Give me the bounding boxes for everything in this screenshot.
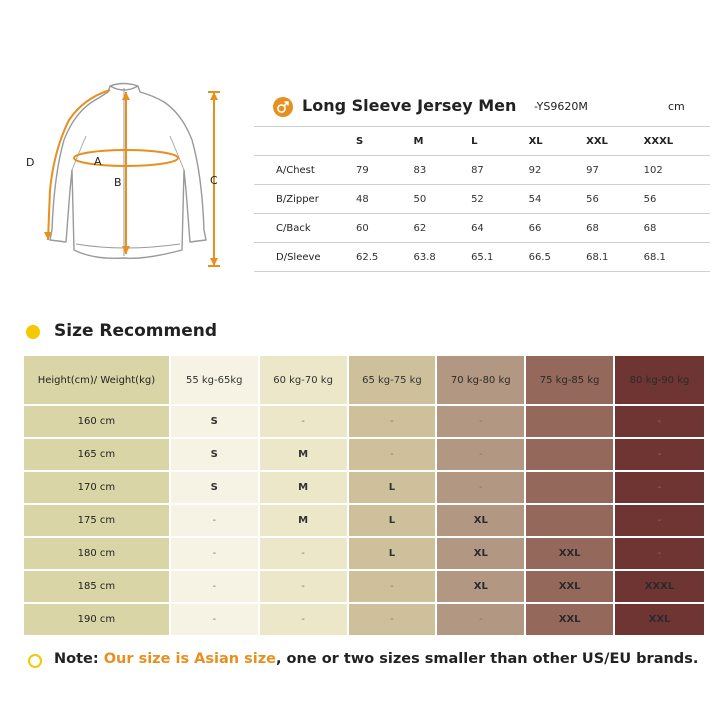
measurement-row [254, 156, 710, 185]
recommend-size-cell: - [615, 439, 704, 470]
size-column-header: XXXL [643, 135, 674, 147]
recommend-size-cell: - [526, 406, 613, 437]
recommend-size-cell: - [526, 505, 613, 536]
measurement-cell: 56 [586, 193, 599, 205]
recommend-size-cell: - [260, 406, 347, 437]
recommend-size-cell: - [526, 472, 613, 503]
recommend-size-cell: S [171, 472, 258, 503]
size-recommend-title: Size Recommend [54, 321, 218, 341]
recommend-size-cell: - [260, 538, 347, 569]
recommend-row [24, 604, 704, 635]
weight-column-header: 60 kg-70 kg [260, 356, 347, 404]
bullet-ring-icon [28, 654, 42, 668]
recommend-row [24, 571, 704, 602]
measurement-cell: 63.8 [413, 251, 436, 263]
measurement-row-label: C/Back [276, 222, 311, 234]
weight-column-header: 55 kg-65kg [171, 356, 258, 404]
recommend-corner-header: Height(cm)/ Weight(kg) [24, 356, 169, 404]
recommend-size-cell: - [437, 604, 524, 635]
recommend-size-cell: S [171, 439, 258, 470]
recommend-row [24, 505, 704, 536]
measurement-row [254, 214, 710, 243]
measurement-cell: 79 [356, 164, 369, 176]
recommend-size-cell: M [260, 472, 347, 503]
measurement-cell: 87 [471, 164, 484, 176]
recommend-size-cell: - [260, 604, 347, 635]
recommend-size-cell: XL [437, 571, 524, 602]
recommend-size-cell: M [260, 439, 347, 470]
note-suffix: , one or two sizes smaller than other US/EU brands. [276, 651, 699, 667]
recommend-size-cell: XXL [615, 604, 704, 635]
measurement-cell: 92 [528, 164, 542, 176]
measurement-cell: 66 [528, 222, 542, 234]
recommend-row [24, 439, 704, 470]
recommend-size-cell: XXL [526, 604, 613, 635]
recommend-size-cell: - [615, 505, 704, 536]
measurement-cell: 97 [586, 164, 599, 176]
weight-column-header: 80 kg-90 kg [615, 356, 704, 404]
measurement-cell: 68 [586, 222, 599, 234]
recommend-size-cell: L [349, 538, 436, 569]
measurement-cell: 54 [528, 193, 542, 205]
note-text [54, 651, 698, 667]
weight-column-header: 75 kg-85 kg [526, 356, 613, 404]
jersey-measurement-diagram [14, 80, 246, 280]
height-row-label: 190 cm [24, 604, 169, 635]
weight-column-header: 70 kg-80 kg [437, 356, 524, 404]
size-note [26, 650, 716, 672]
recommend-size-cell: - [171, 604, 258, 635]
recommend-size-cell: - [615, 406, 704, 437]
recommend-size-cell: M [260, 505, 347, 536]
size-recommend-header [24, 320, 424, 344]
recommend-size-cell: - [349, 604, 436, 635]
measurement-cell: 62 [413, 222, 427, 234]
recommend-size-cell: XL [437, 538, 524, 569]
recommend-size-cell: - [615, 538, 704, 569]
recommend-row [24, 406, 704, 437]
label-b: B [114, 176, 122, 189]
note-prefix: Note: [54, 651, 104, 667]
measurement-cell: 64 [471, 222, 484, 234]
height-row-label: 180 cm [24, 538, 169, 569]
label-d: D [26, 156, 35, 169]
height-row-label: 185 cm [24, 571, 169, 602]
measurement-cell: 50 [413, 193, 427, 205]
measurement-row-label: B/Zipper [276, 193, 319, 205]
recommend-size-cell: - [171, 505, 258, 536]
model-number: -YS9620M [534, 100, 588, 113]
recommend-header-row [24, 356, 704, 404]
measurement-cell: 83 [413, 164, 427, 176]
size-column-header: XL [528, 135, 543, 147]
recommend-size-cell: - [171, 538, 258, 569]
measurement-cell: 68.1 [586, 251, 609, 263]
recommend-size-cell: - [171, 571, 258, 602]
recommend-size-cell: XXXL [615, 571, 704, 602]
recommend-size-cell: - [437, 439, 524, 470]
measurement-row [254, 185, 710, 214]
size-column-header: XXL [586, 135, 608, 147]
recommend-size-cell: L [349, 505, 436, 536]
measurement-cell: 60 [356, 222, 369, 234]
measurement-cell: 48 [356, 193, 369, 205]
height-row-label: 175 cm [24, 505, 169, 536]
recommend-size-cell: - [615, 472, 704, 503]
recommend-size-cell: - [437, 472, 524, 503]
measurement-corner [254, 127, 350, 156]
measurement-cell: 68.1 [643, 251, 666, 263]
height-row-label: 165 cm [24, 439, 169, 470]
recommend-size-cell: L [349, 472, 436, 503]
size-column-header: S [356, 135, 364, 147]
recommend-size-cell: - [349, 571, 436, 602]
height-row-label: 170 cm [24, 472, 169, 503]
recommend-size-cell: - [260, 571, 347, 602]
bullet-dot-icon [26, 325, 40, 339]
recommend-size-cell: XXL [526, 538, 613, 569]
measurement-cell: 102 [643, 164, 663, 176]
measurement-row-label: A/Chest [276, 164, 315, 176]
height-row-label: 160 cm [24, 406, 169, 437]
measurement-cell: 65.1 [471, 251, 494, 263]
measurement-row-label: D/Sleeve [276, 251, 321, 263]
recommend-size-cell: - [349, 406, 436, 437]
recommend-size-cell: - [437, 406, 524, 437]
measurement-cell: 56 [643, 193, 657, 205]
label-a: A [94, 155, 102, 168]
measurement-cell: 62.5 [356, 251, 379, 263]
measurement-header-row [254, 127, 710, 156]
measurement-row [254, 243, 710, 272]
measurement-cell: 66.5 [528, 251, 551, 263]
recommend-size-cell: XXL [526, 571, 613, 602]
size-column-header: M [413, 135, 424, 147]
weight-column-header: 65 kg-75 kg [349, 356, 436, 404]
recommend-row [24, 472, 704, 503]
size-recommend-table [22, 354, 706, 637]
recommend-row [24, 538, 704, 569]
unit-label: cm [668, 100, 685, 113]
recommend-size-cell: S [171, 406, 258, 437]
measurement-cell: 68 [643, 222, 657, 234]
size-column-header: L [471, 135, 478, 147]
recommend-size-cell: - [526, 439, 613, 470]
note-highlight: Our size is Asian size [103, 651, 276, 667]
product-title: Long Sleeve Jersey Men [302, 96, 517, 115]
label-c: C [210, 174, 218, 187]
product-header [272, 94, 712, 120]
measurement-table [254, 126, 710, 272]
male-symbol-icon [272, 96, 294, 118]
measurement-cell: 52 [471, 193, 484, 205]
recommend-size-cell: XL [437, 505, 524, 536]
recommend-size-cell: - [349, 439, 436, 470]
